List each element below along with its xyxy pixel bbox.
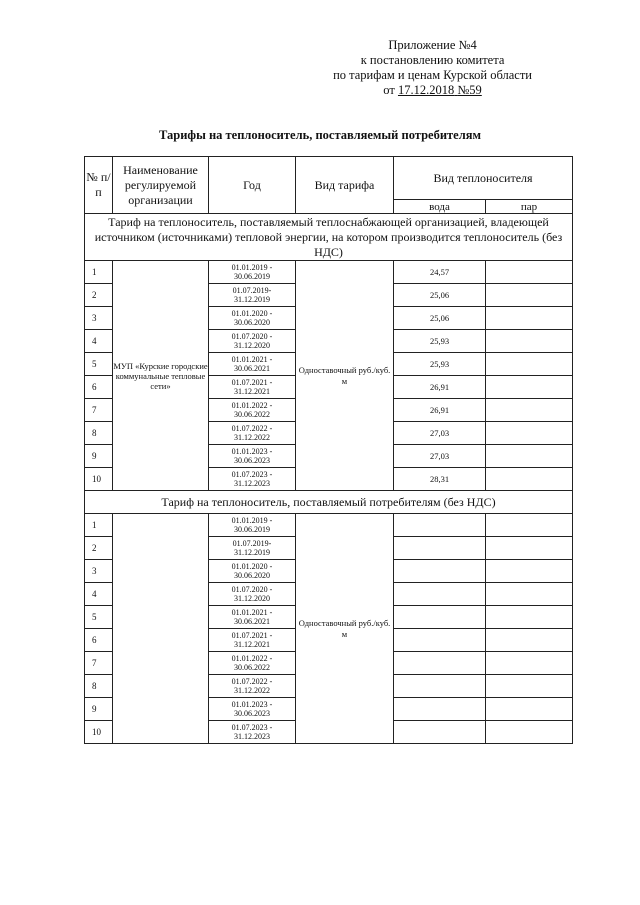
steam-tariff (486, 307, 573, 330)
period-start: 01.01.2021 - (231, 608, 273, 617)
steam-tariff (486, 445, 573, 468)
period-start: 01.07.2022 - (231, 424, 273, 433)
period-end: 30.06.2021 (234, 364, 270, 373)
period-cell (209, 652, 296, 675)
period-end: 30.06.2020 (234, 571, 270, 580)
period-start: 01.07.2020 - (231, 585, 273, 594)
period-start: 01.07.2020 - (231, 332, 273, 341)
row-number: 2 (85, 537, 113, 560)
steam-tariff (486, 468, 573, 491)
row-number: 5 (85, 353, 113, 376)
water-tariff: 28,31 (394, 468, 486, 491)
row-number: 1 (85, 514, 113, 537)
period-end: 30.06.2019 (234, 525, 270, 534)
steam-tariff (486, 376, 573, 399)
row-number: 10 (85, 468, 113, 491)
col-header-tariff-type: Вид тарифа (296, 157, 394, 214)
row-number: 4 (85, 583, 113, 606)
water-tariff (394, 675, 486, 698)
steam-tariff (486, 560, 573, 583)
period-cell (209, 698, 296, 721)
period-cell (209, 629, 296, 652)
row-number: 9 (85, 445, 113, 468)
row-number: 7 (85, 399, 113, 422)
period-end: 31.12.2019 (234, 295, 270, 304)
water-tariff: 26,91 (394, 399, 486, 422)
period-cell (209, 514, 296, 537)
steam-tariff (486, 422, 573, 445)
steam-tariff (486, 514, 573, 537)
steam-tariff (486, 606, 573, 629)
period-end: 31.12.2022 (234, 433, 270, 442)
row-number: 6 (85, 629, 113, 652)
period-cell (209, 399, 296, 422)
row-number: 3 (85, 560, 113, 583)
organization-name (113, 514, 209, 744)
period-cell (209, 560, 296, 583)
col-header-carrier: Вид теплоносителя (394, 157, 573, 200)
appendix-number: Приложение №4 (388, 38, 477, 52)
section2-title: Тариф на теплоноситель, поставляемый потребителям (без НДС) (85, 491, 573, 514)
period-end: 31.12.2020 (234, 341, 270, 350)
period-cell (209, 376, 296, 399)
organization-name: МУП «Курские городские коммунальные тепловые сети» (113, 261, 209, 491)
period-cell (209, 445, 296, 468)
table-row (85, 514, 573, 537)
period-start: 01.01.2021 - (231, 355, 273, 364)
period-start: 01.07.2021 - (231, 378, 273, 387)
period-end: 30.06.2022 (234, 663, 270, 672)
steam-tariff (486, 721, 573, 744)
steam-tariff (486, 353, 573, 376)
steam-tariff (486, 675, 573, 698)
period-end: 31.12.2021 (234, 640, 270, 649)
tariff-table (84, 156, 573, 744)
period-end: 31.12.2019 (234, 548, 270, 557)
row-number: 8 (85, 675, 113, 698)
period-end: 31.12.2023 (234, 732, 270, 741)
resolution-number: №59 (457, 83, 482, 97)
resolution-date: 17.12.2018 (397, 83, 455, 97)
period-end: 30.06.2019 (234, 272, 270, 281)
appendix-committee: по тарифам и ценам Курской области (333, 68, 532, 82)
water-tariff: 27,03 (394, 445, 486, 468)
period-cell (209, 284, 296, 307)
col-header-year: Год (209, 157, 296, 214)
steam-tariff (486, 330, 573, 353)
col-header-water: вода (394, 200, 486, 214)
period-end: 31.12.2021 (234, 387, 270, 396)
period-start: 01.01.2020 - (231, 562, 273, 571)
steam-tariff (486, 629, 573, 652)
water-tariff (394, 537, 486, 560)
period-end: 30.06.2022 (234, 410, 270, 419)
period-cell (209, 537, 296, 560)
period-start: 01.01.2022 - (231, 654, 273, 663)
period-cell (209, 721, 296, 744)
steam-tariff (486, 652, 573, 675)
table-row (85, 261, 573, 284)
period-cell (209, 583, 296, 606)
water-tariff: 27,03 (394, 422, 486, 445)
col-header-num: № п/п (85, 157, 113, 214)
row-number: 7 (85, 652, 113, 675)
appendix-header (333, 38, 532, 98)
water-tariff: 26,91 (394, 376, 486, 399)
row-number: 1 (85, 261, 113, 284)
period-end: 30.06.2020 (234, 318, 270, 327)
period-end: 31.12.2020 (234, 594, 270, 603)
tariff-type: Одноставочный руб./куб. м (296, 514, 394, 744)
period-start: 01.01.2020 - (231, 309, 273, 318)
period-start: 01.07.2019- (232, 539, 272, 548)
water-tariff (394, 698, 486, 721)
water-tariff: 25,06 (394, 307, 486, 330)
tariff-type: Одноставочный руб./куб. м (296, 261, 394, 491)
steam-tariff (486, 698, 573, 721)
section1-title: Тариф на теплоноситель, поставляемый теплоснабжающей организацией, владеющей источником (источниками) тепловой энергии, на котором производится теплоноситель (без НДС) (85, 214, 573, 261)
period-start: 01.01.2023 - (231, 700, 273, 709)
period-start: 01.01.2022 - (231, 401, 273, 410)
date-prefix: от (383, 83, 398, 97)
row-number: 3 (85, 307, 113, 330)
steam-tariff (486, 284, 573, 307)
period-cell (209, 330, 296, 353)
row-number: 2 (85, 284, 113, 307)
period-start: 01.07.2023 - (231, 723, 273, 732)
water-tariff (394, 560, 486, 583)
steam-tariff (486, 537, 573, 560)
period-end: 30.06.2023 (234, 456, 270, 465)
row-number: 10 (85, 721, 113, 744)
period-start: 01.01.2019 - (231, 263, 273, 272)
period-start: 01.01.2019 - (231, 516, 273, 525)
water-tariff: 25,06 (394, 284, 486, 307)
period-end: 30.06.2023 (234, 709, 270, 718)
period-cell (209, 422, 296, 445)
water-tariff (394, 583, 486, 606)
period-start: 01.07.2022 - (231, 677, 273, 686)
row-number: 5 (85, 606, 113, 629)
steam-tariff (486, 261, 573, 284)
col-header-org: Наименование регулируемой организации (113, 157, 209, 214)
col-header-steam: пар (486, 200, 573, 214)
water-tariff (394, 721, 486, 744)
steam-tariff (486, 583, 573, 606)
water-tariff (394, 606, 486, 629)
steam-tariff (486, 399, 573, 422)
water-tariff: 25,93 (394, 353, 486, 376)
water-tariff (394, 514, 486, 537)
water-tariff: 24,57 (394, 261, 486, 284)
period-cell (209, 353, 296, 376)
row-number: 4 (85, 330, 113, 353)
row-number: 9 (85, 698, 113, 721)
appendix-resolution: к постановлению комитета (360, 53, 505, 67)
water-tariff (394, 652, 486, 675)
period-start: 01.07.2019- (232, 286, 272, 295)
period-cell (209, 468, 296, 491)
appendix-date-line (333, 83, 532, 98)
period-end: 31.12.2023 (234, 479, 270, 488)
period-cell (209, 606, 296, 629)
period-end: 31.12.2022 (234, 686, 270, 695)
row-number: 6 (85, 376, 113, 399)
period-cell (209, 261, 296, 284)
water-tariff: 25,93 (394, 330, 486, 353)
document-title: Тарифы на теплоноситель, поставляемый потребителям (158, 128, 482, 142)
period-start: 01.07.2023 - (231, 470, 273, 479)
period-start: 01.07.2021 - (231, 631, 273, 640)
period-end: 30.06.2021 (234, 617, 270, 626)
period-cell (209, 307, 296, 330)
water-tariff (394, 629, 486, 652)
period-cell (209, 675, 296, 698)
period-start: 01.01.2023 - (231, 447, 273, 456)
row-number: 8 (85, 422, 113, 445)
